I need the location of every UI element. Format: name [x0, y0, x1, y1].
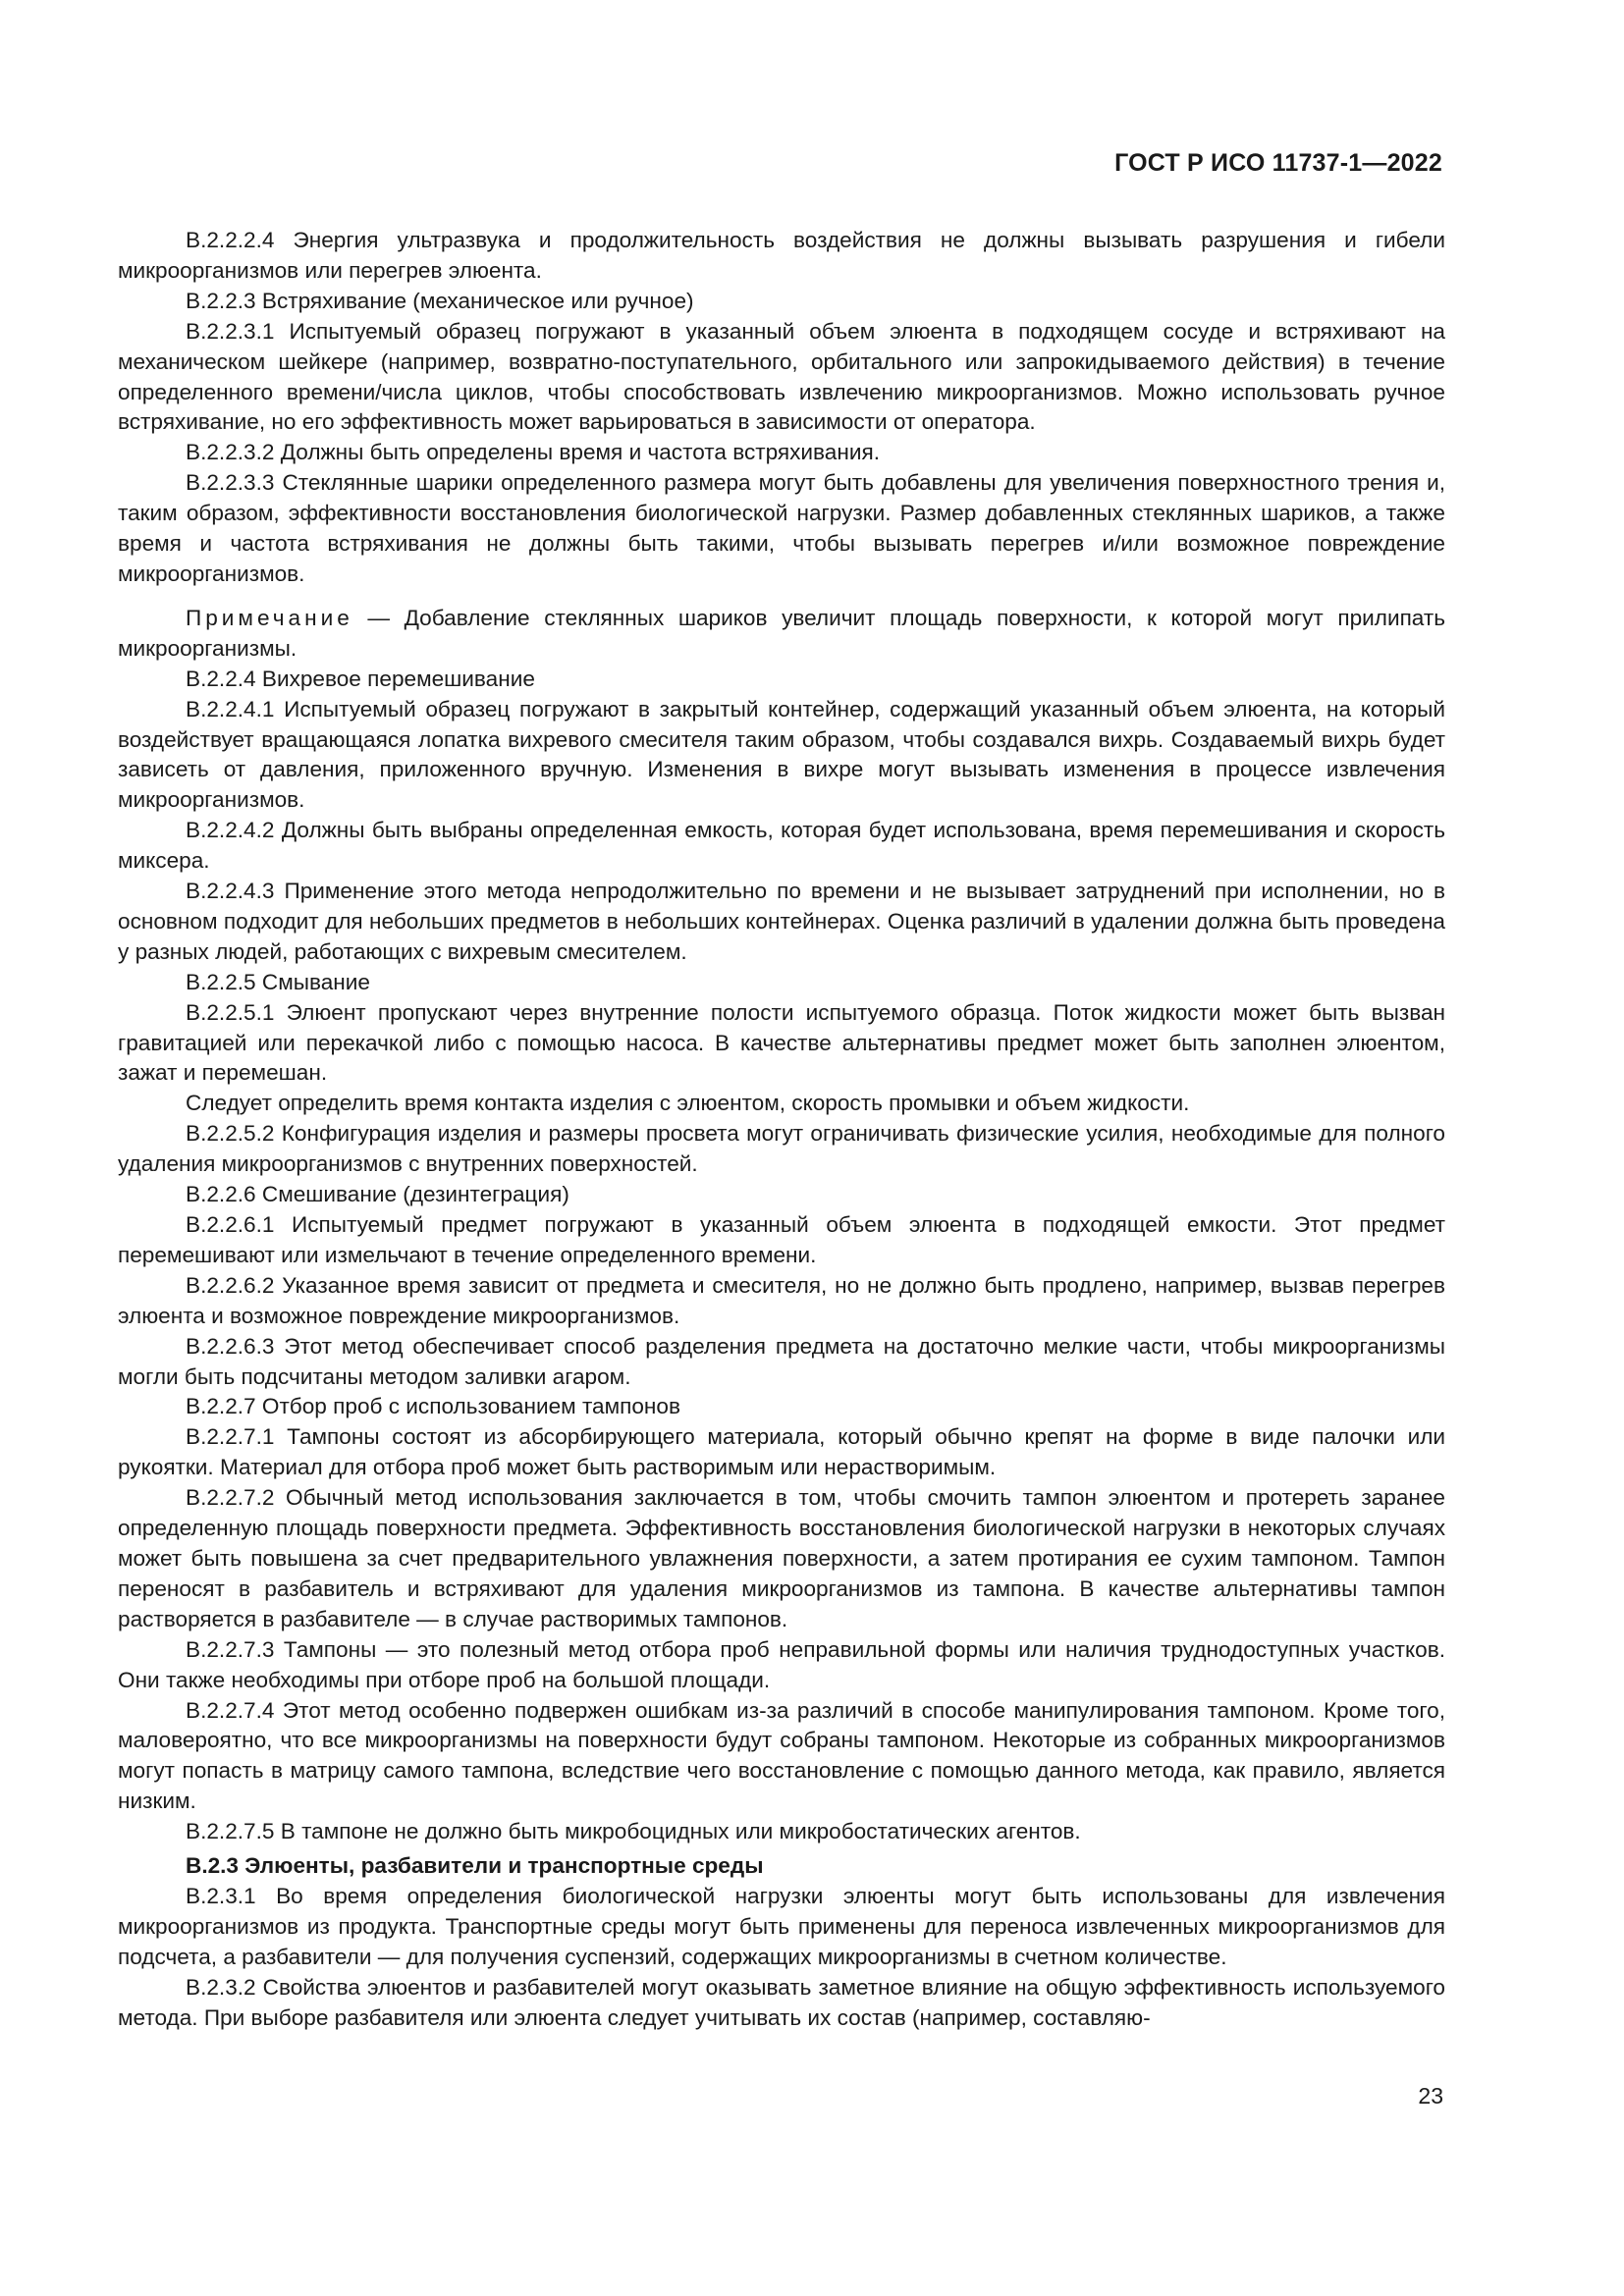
paragraph-b22224: B.2.2.2.4 Энергия ультразвука и продолжительность воздействия не должны вызывать разрушения и гибели микроорганизмов или перегрев элюента. [118, 228, 1445, 283]
paragraph-b22233: B.2.2.3.3 Стеклянные шарики определенного размера могут быть добавлены для увеличения поверхностного трения и, таким образом, эффективности восстановления биологической нагрузки. Размер добавленных стеклянных шариков, а также время и частота встряхивания не должны быть такими, чтобы вызывать перегрев и/или возможное повреждение микроорганизмов. [118, 470, 1445, 586]
paragraph-b22275: B.2.2.7.5 В тампоне не должно быть микробоцидных или микробостатических агентов. [186, 1819, 1081, 1844]
paragraph-b22272: B.2.2.7.2 Обычный метод использования заключается в том, чтобы смочить тампон элюентом и протереть заранее определенную площадь поверхности предмета. Эффективность восстановления биологической нагрузки в некоторых случаях может быть повышена за счет предварительного увлажнения поверхности, а затем протирания ее сухим тампоном. Тампон переносят в разбавитель и встряхивают для удаления микроорганизмов из тампона. В качестве альтернативы тампон растворяется в разбавителе — в случае растворимых тампонов. [118, 1485, 1445, 1631]
document-code: ГОСТ Р ИСО 11737-1—2022 [1114, 149, 1442, 177]
paragraph-b2223: B.2.2.3 Встряхивание (механическое или ручное) [186, 288, 694, 313]
paragraph-b22252: B.2.2.5.2 Конфигурация изделия и размеры просвета могут ограничивать физические усилия, необходимые для полного удаления микроорганизмов с внутренних поверхностей. [118, 1121, 1445, 1177]
paragraph-b2225: B.2.2.5 Смывание [186, 969, 370, 994]
paragraph-b2232: B.2.3.2 Свойства элюентов и разбавителей могут оказывать заметное влияние на общую эффективность используемого метода. При выборе разбавителя или элюента следует учитывать их состав (например, составляю- [118, 1974, 1445, 2030]
paragraph-b22241: B.2.2.4.1 Испытуемый образец погружают в закрытый контейнер, содержащий указанный объем элюента, на который воздействует вращающаяся лопатка вихревого смесителя таким образом, чтобы создавался вихрь. Создаваемый вихрь будет зависеть от давления, приложенного вручную. Изменения в вихре могут вызывать изменения в процессе извлечения микроорганизмов. [118, 696, 1445, 813]
paragraph-b22231: B.2.2.3.1 Испытуемый образец погружают в указанный объем элюента в подходящем сосуде и встряхивают на механическом шейкере (например, возвратно-поступательного, орбитального или запрокидываемого действия) в течение определенного времени/числа циклов, чтобы способствовать извлечению микроорганизмов. Можно использовать ручное встряхивание, но его эффективность может варьироваться в зависимости от оператора. [118, 318, 1445, 435]
note-label: Примечание [186, 605, 353, 630]
paragraph-b2224: B.2.2.4 Вихревое перемешивание [186, 666, 535, 691]
note-paragraph [118, 604, 1445, 665]
paragraph-b22242: B.2.2.4.2 Должны быть выбраны определенная емкость, которая будет использована, время перемешивания и скорость миксера. [118, 818, 1445, 874]
paragraph-b22243: B.2.2.4.3 Применение этого метода непродолжительно по времени и не вызывает затруднений при исполнении, но в основном подходит для небольших предметов в небольших контейнерах. Оценка различий в удалении должна быть проведена у разных людей, работающих с вихревым смесителем. [118, 879, 1445, 964]
paragraph-b22251-contact: Следует определить время контакта изделия с элюентом, скорость промывки и объем жидкости. [186, 1091, 1190, 1116]
paragraph-b22261: B.2.2.6.1 Испытуемый предмет погружают в указанный объем элюента в подходящей емкости. Этот предмет перемешивают или измельчают в течение определенного времени. [118, 1212, 1445, 1267]
section-heading-b223: B.2.3 Элюенты, разбавители и транспортные среды [186, 1853, 764, 1879]
paragraph-b22262: B.2.2.6.2 Указанное время зависит от предмета и смесителя, но не должно быть продлено, например, вызвав перегрев элюента и возможное повреждение микроорганизмов. [118, 1272, 1445, 1328]
paragraph-b2231: B.2.3.1 Во время определения биологической нагрузки элюенты могут быть использованы для извлечения микроорганизмов из продукта. Транспортные среды могут быть применены для переноса извлеченных микроорганизмов для подсчета, а разбавители — для получения суспензий, содержащих микроорганизмы в счетном количестве. [118, 1883, 1445, 1969]
note-text: — Добавление стеклянных шариков увеличит площадь поверхности, к которой могут прилипать микроорганизмы. [118, 605, 1445, 661]
paragraph-b22263: B.2.2.6.3 Этот метод обеспечивает способ разделения предмета на достаточно мелкие части, чтобы микроорганизмы могли быть подсчитаны методом заливки агаром. [118, 1333, 1445, 1389]
paragraph-b22251: B.2.2.5.1 Элюент пропускают через внутренние полости испытуемого образца. Поток жидкости может быть вызван гравитацией или перекачкой либо с помощью насоса. В качестве альтернативы предмет может быть заполнен элюентом, зажат и перемешан. [118, 999, 1445, 1086]
page-number: 23 [1418, 2083, 1443, 2109]
paragraph-b22273: B.2.2.7.3 Тампоны — это полезный метод отбора проб неправильной формы или наличия труднодоступных участков. Они также необходимы при отборе проб на большой площади. [118, 1636, 1445, 1692]
document-body [118, 226, 1445, 2033]
paragraph-b2227: B.2.2.7 Отбор проб с использованием тампонов [186, 1394, 680, 1419]
paragraph-b22271: B.2.2.7.1 Тампоны состоят из абсорбирующего материала, который обычно крепят на форме в виде палочки или рукоятки. Материал для отбора проб может быть растворимым или нерастворимым. [118, 1424, 1445, 1480]
paragraph-b22274: B.2.2.7.4 Этот метод особенно подвержен ошибкам из-за различий в способе манипулирования тампоном. Кроме того, маловероятно, что все микроорганизмы на поверхности будут собраны тампоном. Некоторые из собранных микроорганизмов могут попасть в матрицу самого тампона, вследствие чего восстановление с помощью данного метода, как правило, является низким. [118, 1697, 1445, 1814]
paragraph-b22232: B.2.2.3.2 Должны быть определены время и частота встряхивания. [186, 440, 880, 465]
paragraph-b2226: B.2.2.6 Смешивание (дезинтеграция) [186, 1182, 569, 1207]
